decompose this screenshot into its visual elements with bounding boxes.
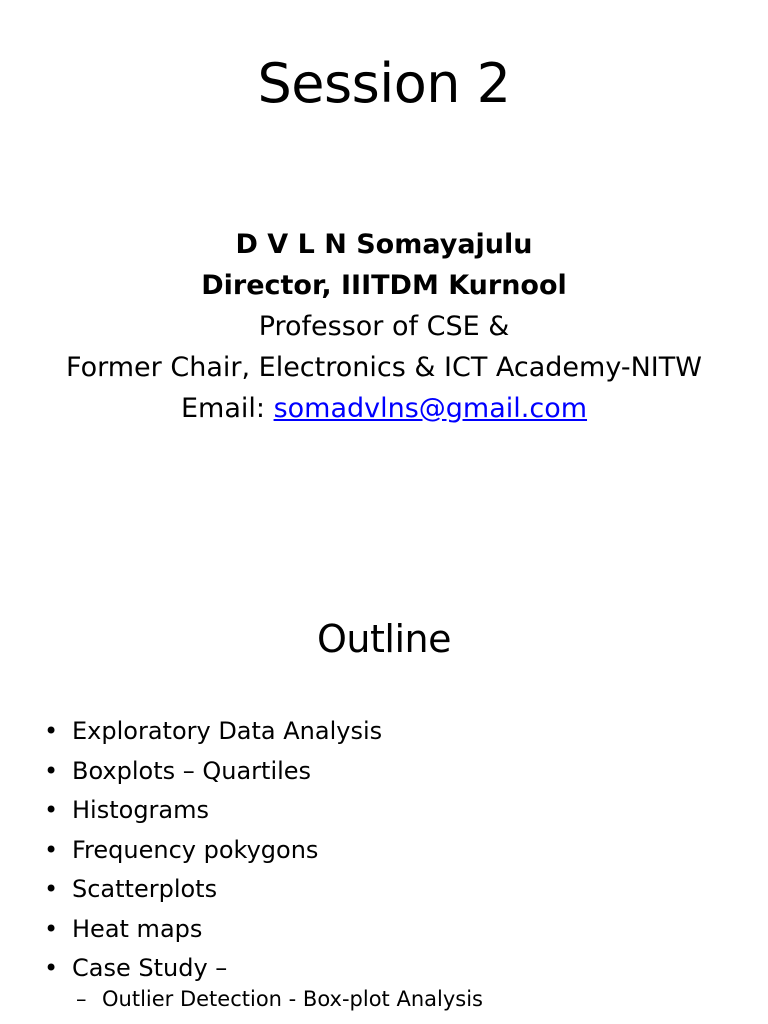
presenter-role: Professor of CSE & bbox=[258, 311, 510, 342]
outline-item bbox=[44, 752, 382, 792]
outline-item-label: Boxplots – Quartiles bbox=[72, 756, 312, 785]
outline-sub-list bbox=[44, 984, 483, 1014]
outline-item bbox=[44, 791, 382, 831]
presenter-former-role: Former Chair, Electronics & ICT Academy-NITW bbox=[66, 352, 702, 383]
outline-slide bbox=[0, 512, 768, 1024]
bullet-icon: • bbox=[44, 914, 59, 943]
outline-sub-item-label: Outlier Detection - Box-plot Analysis bbox=[102, 987, 483, 1011]
outline-item bbox=[44, 870, 382, 910]
outline-item bbox=[44, 712, 382, 752]
presenter-name: D V L N Somayajulu bbox=[235, 229, 533, 260]
outline-item bbox=[44, 949, 382, 989]
bullet-icon: • bbox=[44, 835, 59, 864]
email-label: Email: bbox=[180, 393, 274, 424]
dash-icon: – bbox=[76, 987, 87, 1011]
email-line bbox=[0, 388, 768, 429]
outline-item-label: Heat maps bbox=[72, 914, 203, 943]
bullet-icon: • bbox=[44, 954, 59, 982]
outline-item bbox=[44, 831, 382, 871]
bullet-icon: • bbox=[44, 756, 59, 785]
outline-item-label: Scatterplots bbox=[72, 875, 218, 903]
email-link[interactable]: somadvlns@gmail.com bbox=[273, 393, 588, 424]
bullet-icon: • bbox=[44, 717, 59, 745]
bullet-icon: • bbox=[44, 796, 59, 824]
presenter-position: Director, IIITDM Kurnool bbox=[201, 270, 567, 301]
outline-item-label: Frequency pokygons bbox=[72, 835, 319, 864]
outline-list bbox=[44, 712, 382, 989]
bullet-icon: • bbox=[44, 875, 59, 903]
outline-sub-item bbox=[76, 984, 483, 1014]
outline-item-label: Histograms bbox=[72, 796, 210, 824]
outline-item-label: Case Study – bbox=[72, 954, 228, 982]
outline-item bbox=[44, 910, 382, 950]
outline-item-label: Exploratory Data Analysis bbox=[72, 717, 383, 745]
outline-title: Outline bbox=[317, 617, 451, 661]
slide-title: Session 2 bbox=[257, 52, 511, 115]
presenter-block bbox=[0, 224, 768, 429]
